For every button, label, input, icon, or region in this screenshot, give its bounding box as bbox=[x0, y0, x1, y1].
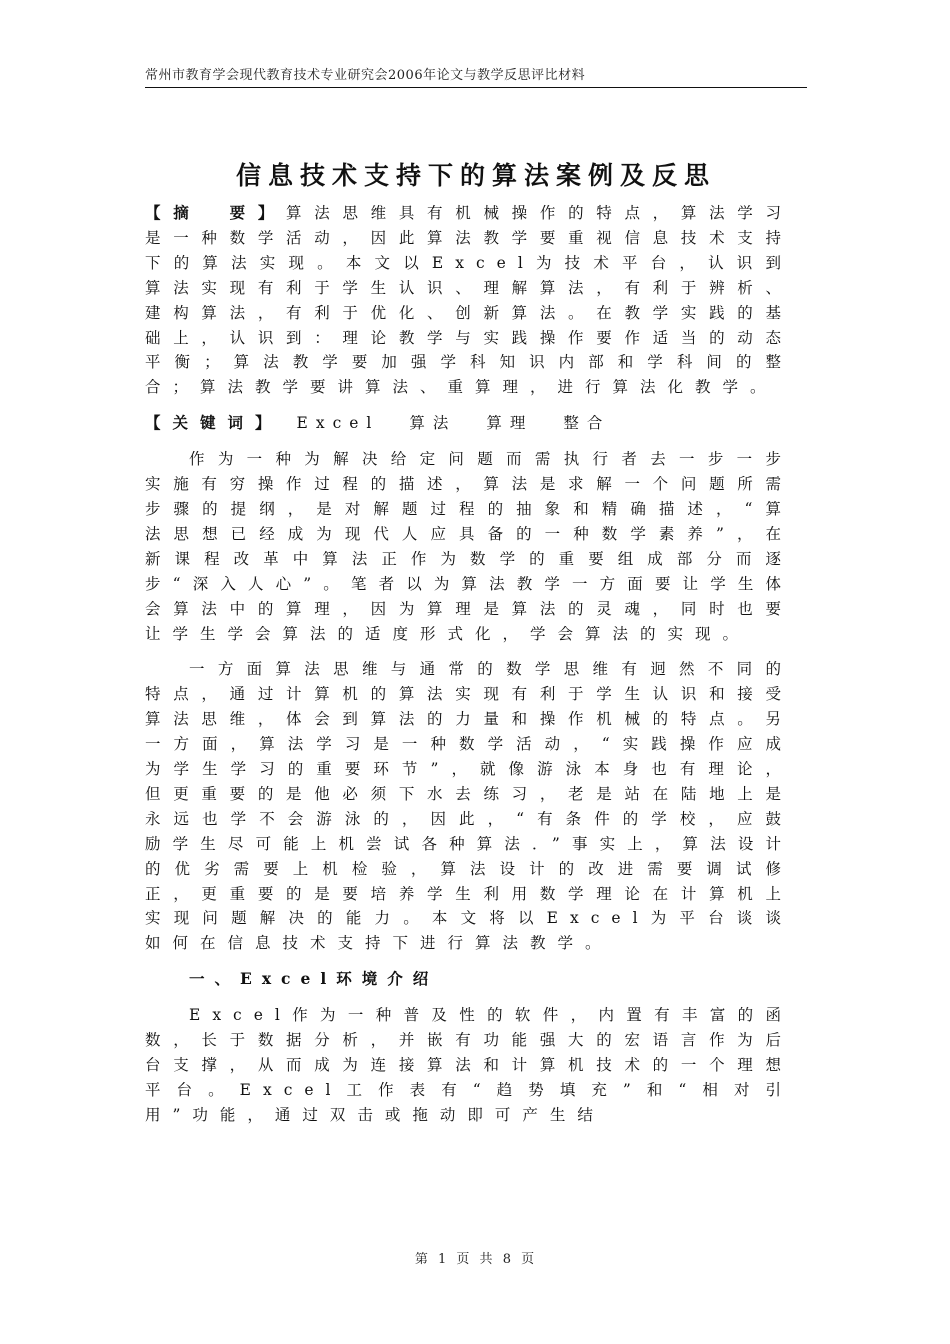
spacer bbox=[145, 436, 793, 447]
keyword-item: 算理 bbox=[486, 414, 534, 433]
abstract-label: 【摘 要】 bbox=[145, 203, 287, 222]
spacer bbox=[145, 400, 793, 411]
keyword-item: Excel bbox=[296, 414, 380, 433]
section-paragraph: Excel作为一种普及性的软件，内置有丰富的函数，长于数据分析，并嵌有功能强大的宏语言作为后台支撑，从而成为连接算法和计算机技术的一个理想平台。Excel工作表有“趋势填充”和“相对引用”功能，通过双击或拖动即可产生结 bbox=[145, 1006, 793, 1124]
keywords-line bbox=[145, 411, 793, 436]
section-heading: 一、Excel环境介绍 bbox=[189, 969, 439, 989]
keyword-item: 整合 bbox=[563, 414, 611, 433]
keywords-label: 【关键词】 bbox=[145, 413, 283, 433]
page-header: 常州市教育学会现代教育技术专业研究会2006年论文与教学反思评比材料 bbox=[145, 68, 586, 83]
abstract-paragraph bbox=[145, 201, 793, 400]
body-paragraph: 作为一种为解决给定问题而需执行者去一步一步实施有穷操作过程的描述，算法是求解一个问题所需步骤的提纲，是对解题过程的抽象和精确描述，“算法思想已经成为现代人应具备的一种数学素养”，在新课程改革中算法正作为数学的重要组成部分而逐步“深入人心”。笔者以为算法教学一方面要让学生体会算法中的算理，因为算理是算法的灵魂，同时也要让学生学会算法的适度形式化，学会算法的实现。 bbox=[145, 450, 793, 643]
spacer bbox=[145, 956, 793, 967]
spacer bbox=[145, 646, 793, 657]
document-body bbox=[145, 201, 793, 1128]
keyword-item: 算法 bbox=[409, 414, 457, 433]
document-title: 信息技术支持下的算法案例及反思 bbox=[235, 161, 716, 190]
abstract-text: 算法思维具有机械操作的特点，算法学习是一种数学活动，因此算法教学要重视信息技术支持下的算法实现。本文以Excel为技术平台，认识到算法实现有利于学生认识、理解算法，有利于辨析、建构算法，有利于优化、创新算法。在教学实践的基础上，认识到：理论教学与实践操作要作适当的动态平衡；算法教学要加强学科知识内部和学科间的整合；算法教学要讲算法、重算理，进行算法化教学。 bbox=[145, 204, 793, 397]
body-paragraph: 一方面算法思维与通常的数学思维有迥然不同的特点，通过计算机的算法实现有利于学生认识和接受算法思维，体会到算法的力量和操作机械的特点。另一方面，算法学习是一种数学活动，“实践操作应成为学生学习的重要环节”，就像游泳本身也有理论，但更重要的是他必须下水去练习，老是站在陆地上是永远也学不会游泳的，因此，“有条件的学校，应鼓励学生尽可能上机尝试各种算法．”事实上，算法设计的优劣需要上机检验，算法设计的改进需要调试修正，更重要的是要培养学生利用数学理论在计算机上实现问题解决的能力。本文将以Excel为平台谈谈如何在信息技术支持下进行算法教学。 bbox=[145, 660, 793, 953]
header-rule bbox=[145, 87, 807, 88]
spacer bbox=[145, 992, 793, 1003]
page-footer: 第 1 页 共 8 页 bbox=[414, 1252, 538, 1267]
